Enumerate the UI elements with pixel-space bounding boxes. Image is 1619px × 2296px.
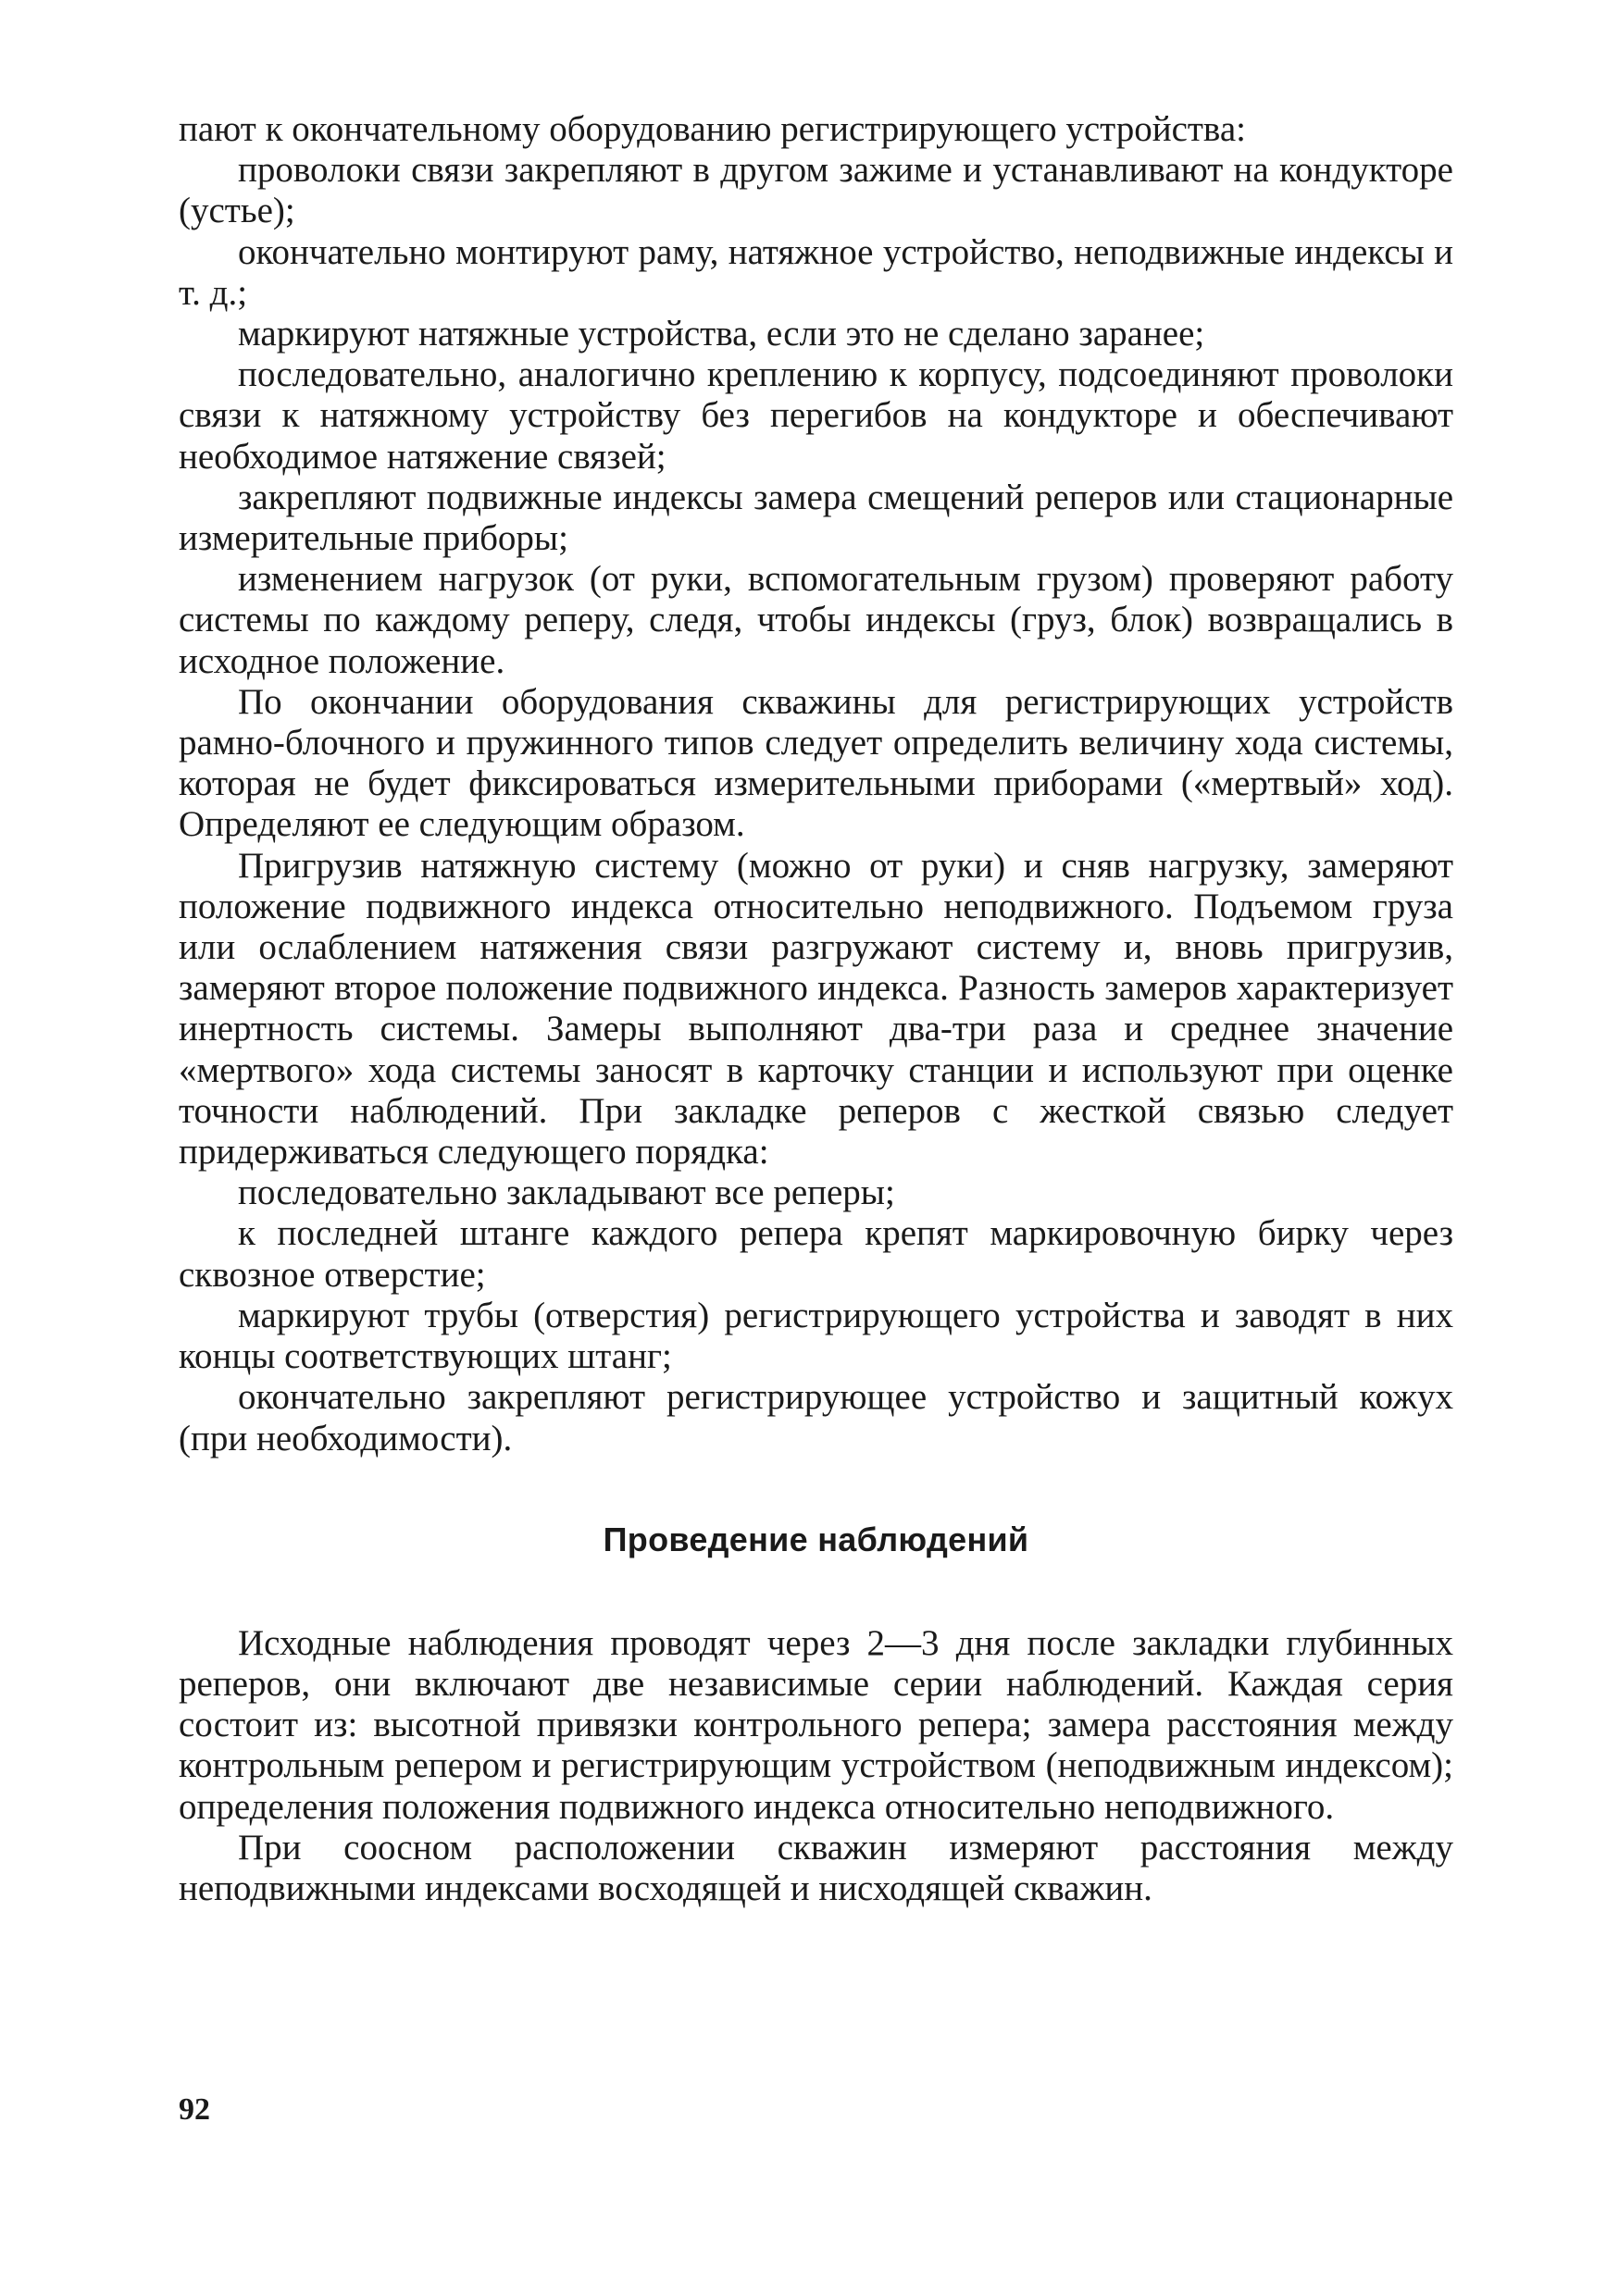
section-heading: Проведение наблюдений xyxy=(603,1520,1029,1558)
paragraph: При соосном расположении скважин измеряют расстояния между неподвижными индексами восходящей и нисходящей скважин. xyxy=(179,1827,1453,1908)
list-item: изменением нагрузок (от руки, вспомогательным грузом) проверяют работу системы по каждому реперу, следя, чтобы индексы (груз, блок) возвращались в исходное положение. xyxy=(179,559,1453,681)
paragraph: Исходные наблюдения проводят через 2—3 дня после закладки глубинных реперов, они включают две независимые серии наблюдений. Каждая серия состоит из: высотной привязки контрольного репера; замера расстояния между контрольным репером и регистрирующим устройством (неподвижным индексом); определения положения подвижного индекса относительно неподвижного. xyxy=(179,1622,1453,1827)
list-item: окончательно закрепляют регистрирующее устройство и защитный кожух (при необходимости). xyxy=(179,1377,1453,1458)
list-item: к последней штанге каждого репера крепят маркировочную бирку через сквозное отверстие; xyxy=(179,1213,1453,1295)
list-item: последовательно закладывают все реперы; xyxy=(238,1173,895,1213)
list-item: последовательно, аналогично креплению к корпусу, подсоединяют проволоки связи к натяжному устройству без перегибов на кондукторе и обеспечивают необходимое натяжение связей; xyxy=(179,354,1453,477)
body-text xyxy=(179,109,1453,1909)
paragraph: пают к окончательному оборудованию регистрирующего устройства: xyxy=(179,109,1246,149)
list-item: маркируют трубы (отверстия) регистрирующего устройства и заводят в них концы соответствующих штанг; xyxy=(179,1295,1453,1377)
paragraph: Пригрузив натяжную систему (можно от руки) и сняв нагрузку, замеряют положение подвижного индекса относительно неподвижного. Подъемом груза или ослаблением натяжения связи разгружают систему и, вновь пригрузив, замеряют второе положение подвижного индекса. Разность замеров характеризует инертность системы. Замеры выполняют два-три раза и среднее значение «мертвого» хода системы заносят в карточку станции и используют при оценке точности наблюдений. При закладке реперов с жесткой связью следует придерживаться следующего порядка: xyxy=(179,845,1453,1173)
list-item: закрепляют подвижные индексы замера смещений реперов или стационарные измерительные приборы; xyxy=(179,477,1453,559)
list-item: проволоки связи закрепляют в другом зажиме и устанавливают на кондукторе (устье); xyxy=(179,150,1453,231)
list-item: окончательно монтируют раму, натяжное устройство, неподвижные индексы и т. д.; xyxy=(179,231,1453,313)
paragraph: По окончании оборудования скважины для регистрирующих устройств рамно-блочного и пружинного типов следует определить величину хода системы, которая не будет фиксироваться измерительными приборами («мертвый» ход). Определяют ее следующим образом. xyxy=(179,681,1453,845)
list-item: маркируют натяжные устройства, если это не сделано заранее; xyxy=(238,314,1205,354)
page-number: 92 xyxy=(179,2092,210,2127)
